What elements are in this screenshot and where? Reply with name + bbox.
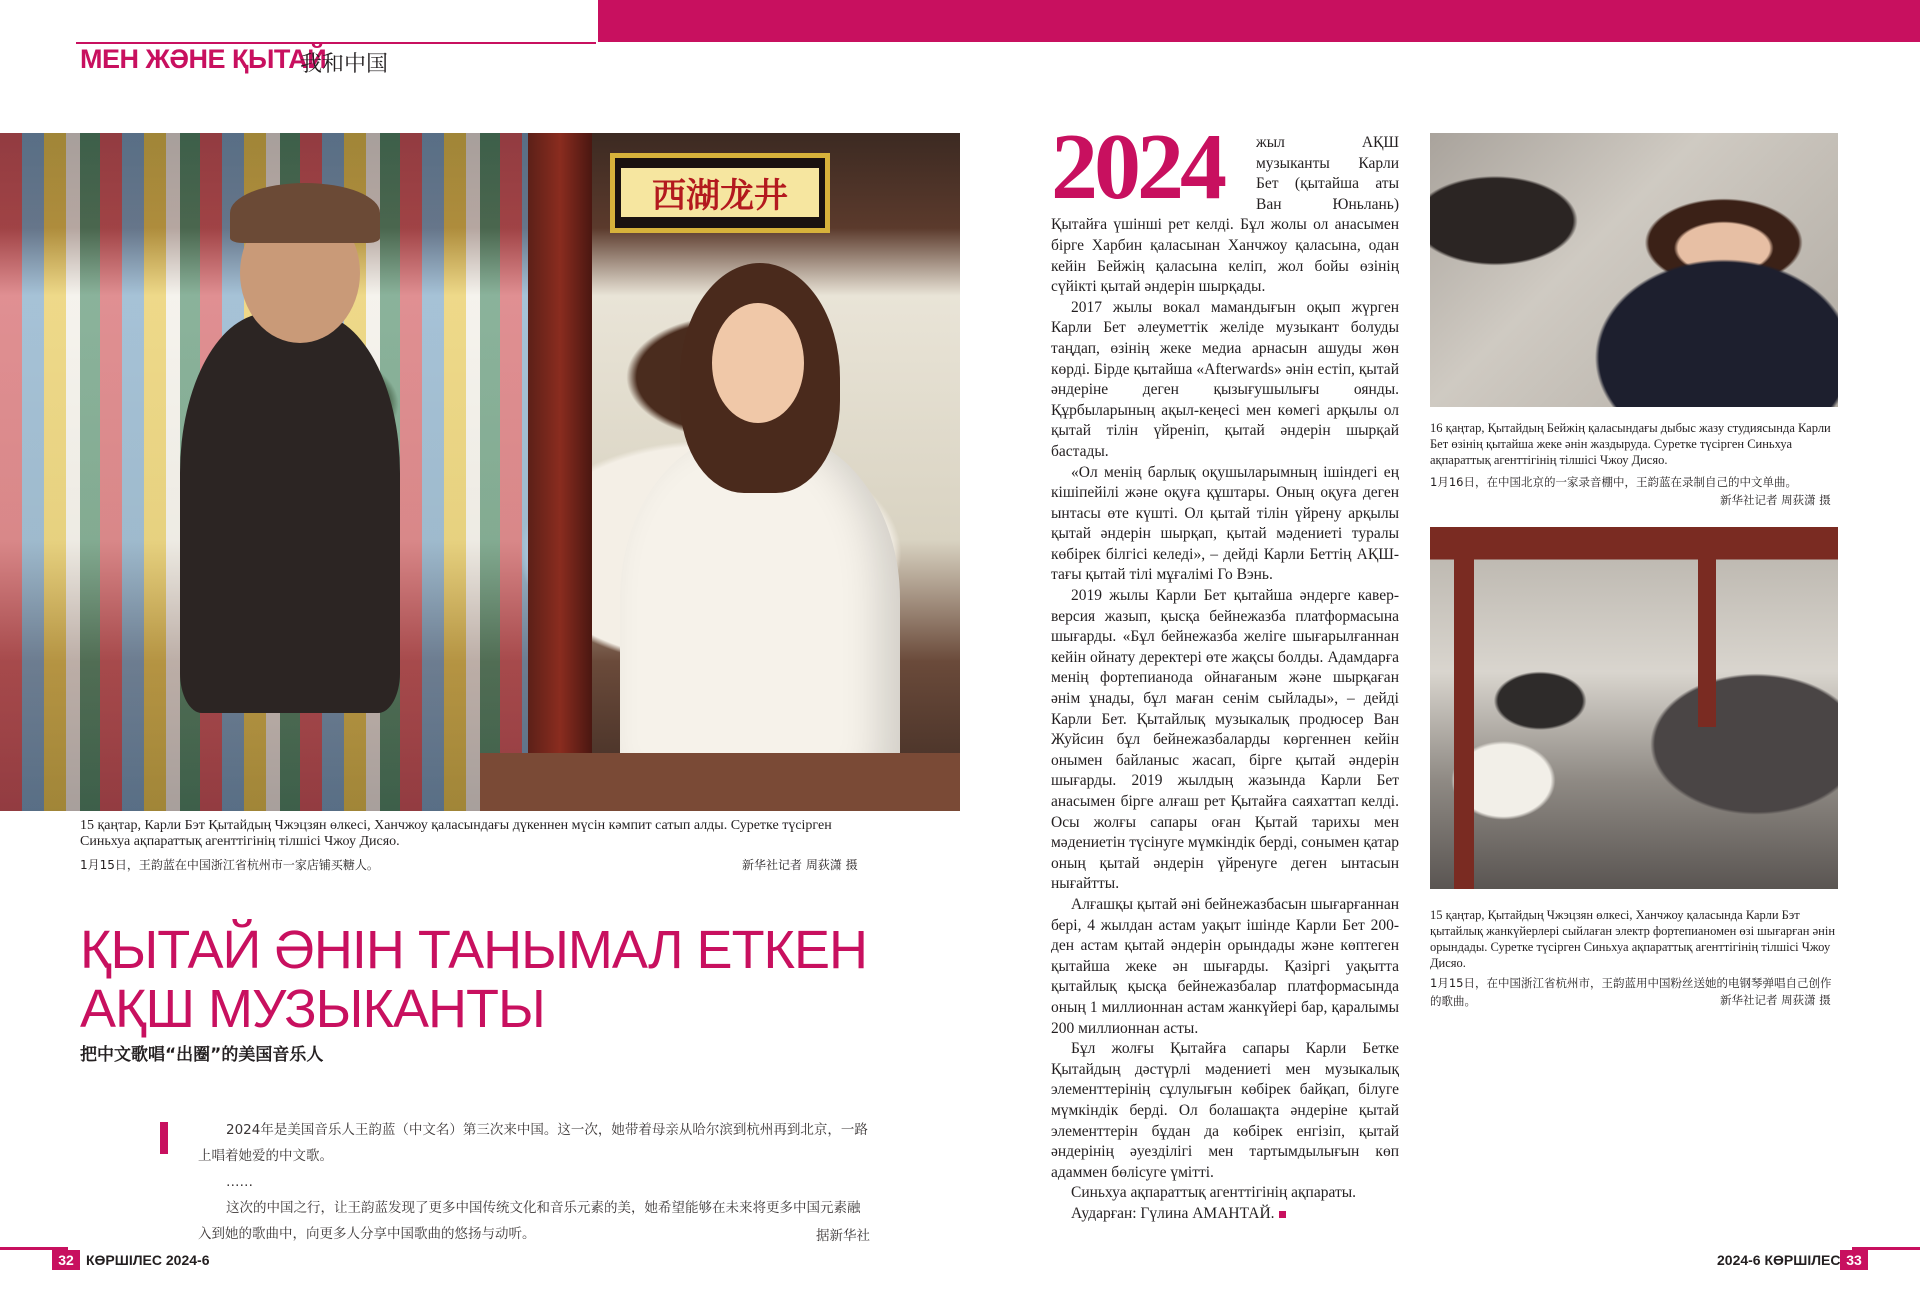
footer-label-right: 2024-6 КӨРШІЛЕС — [1717, 1252, 1841, 1268]
dropcap-year: 2024 — [1051, 115, 1223, 219]
article-p1: жыл АҚШ музыканты Карли Бет (қытайша аты Ван Юньлань) Қытайға үшінші рет келді. Бұл жолы ол анасымен бірге Харбин қаласынан Ханчжоу қаласына, одан кейін Бейжің қаласына келіп, жол бойы өзінің сүйікті қытай әндерін шырқады. — [1051, 134, 1399, 296]
top-accent-band — [598, 0, 1920, 42]
article-p8: Аударған: Гүлина АМАНТАЙ. — [1051, 1204, 1399, 1225]
main-photo-candy-shop — [0, 133, 960, 811]
studio-photo-caption: 16 қаңтар, Қытайдың Бейжің қаласындағы дыбыс жазу студиясында Карли Бет өзінің қытайша жеке әнін жаздыруда. Суретке түсірген Синьхуа ақпараттық агенттігінің тілшісі Чжоу Дисяо. — [1430, 421, 1831, 467]
article-subtitle-cn: 把中文歌唱“出圈”的美国音乐人 — [80, 1045, 324, 1065]
article-p3: «Ол менің барлық оқушыларымның ішіндегі ең кішіпейілі және оқуға құштары. Оның оқуға деген ынтасы өте күшті. Ол қытай тілін үйрену арқылы қытай әндерін шырқап, қытай мәдениеті туралы көбірек білгісі келеді», – дейді Карли Беттің АҚШ-тағы қытай тілі мұғалімі Го Вэнь. — [1051, 463, 1399, 584]
intro-cn-p2: …… — [226, 1174, 253, 1190]
pavilion-pillar-left — [1454, 547, 1474, 889]
studio-photo-credit: 新华社记者 周荻潇 摄 — [1720, 493, 1831, 507]
intro-cn-source: 据新华社 — [816, 1228, 870, 1244]
article-body — [1051, 133, 1399, 1224]
intro-cn-p3: 这次的中国之行，让王韵蓝发现了更多中国传统文化和音乐元素的美，她希望能够在未来将更多中国元素融入到她的歌曲中，向更多人分享中国歌曲的悠扬与动听。 — [198, 1200, 861, 1242]
page-number-left: 32 — [52, 1250, 80, 1270]
studio-photo-caption-cn: 1月16日，在中国北京的一家录音棚中，王韵蓝在录制自己的中文单曲。 — [1430, 475, 1797, 489]
performance-photo-caption-cn: 1月15日，在中国浙江省杭州市，王韵蓝用中国粉丝送她的电钢琴弹唱自己创作的歌曲。 — [1430, 976, 1832, 1008]
main-photo-credit: 新华社记者 周荻潇 摄 — [742, 858, 858, 872]
vendor-figure — [180, 313, 400, 713]
article-p7: Синьхуа ақпараттық агенттігінің ақпараты. — [1071, 1184, 1357, 1202]
performance-photo — [1430, 527, 1838, 889]
footer-label-left: КӨРШІЛЕС 2024-6 — [86, 1252, 210, 1268]
main-photo-caption-cn: 1月15日，王韵蓝在中国浙江省杭州市一家店铺买糖人。 — [80, 858, 379, 872]
page-number-right: 33 — [1840, 1250, 1868, 1270]
main-photo-caption: 15 қаңтар, Карли Бэт Қытайдың Чжэцзян өлкесі, Ханчжоу қаласындағы дүкеннен мүсін кәмпит сатып алды. Суретке түсірген Синьхуа ақпараттық агенттігінің тілшісі Чжоу Дисяо. — [80, 818, 832, 849]
intro-cn-p1: 2024年是美国音乐人王韵蓝（中文名）第三次来中国。这一次，她带着母亲从哈尔滨到杭州再到北京，一路上唱着她爱的中文歌。 — [198, 1122, 868, 1164]
studio-photo — [1430, 133, 1838, 407]
section-title-cn: 我和中国 — [300, 52, 389, 77]
shop-pillar — [528, 133, 592, 811]
article-p4: 2019 жылы Карли Бет қытайша әндерге кавер-версия жазып, қысқа бейнежазба платформасына шығарды. «Бұл бейнежазба желіге шығарылғаннан кейін ойнату деректері өте жақсы болды. Адамдарға менің фортепианода ойнағаным және шырқаған әнім ұнады, бұл маған сенім сыйлады», – дейді Карли Бет. Қытайлық музыкалық продюсер Ван Жуйсин бұл бейнежазбаларды көргеннен кейін онымен байланыс жасап, бірге қытай әндерін шығарды. 2019 жылдың жазында Карли Бет анасымен бірге алғаш рет Қытайға саяхаттап келді. Осы жолғы сапары оған Қытай тарихы мен мәдениетін түсінуге мүмкіндік берді, сонымен қатар оның қытай әндерін үйренуге деген ынтасын нығайтты. — [1051, 587, 1399, 893]
shop-counter — [480, 753, 960, 811]
article-p6: Бұл жолғы Қытайға сапары Карли Бетке Қытайдың дәстүрлі мәдениеті мен музыкалық элементтерінің сұлулығын көбірек байқап, білуге мүмкіндік берді. Ол болашақта әндеріне қытай элементтерін бұдан да көбірек енгізіп, қытай әндерінің әуезділігі мен тартымдылығын көп адаммен бөлісуге үмітті. — [1051, 1040, 1399, 1181]
shop-signboard — [610, 153, 830, 233]
article-headline: ҚЫТАЙ ӘНІН ТАНЫМАЛ ЕТКЕН АҚШ МУЗЫКАНТЫ — [80, 920, 868, 1039]
footer-rule-right — [1852, 1247, 1920, 1250]
pavilion-pillar-right — [1698, 547, 1716, 727]
shop-sign-text: 西湖龙井 — [621, 168, 819, 217]
musician-face — [712, 303, 804, 423]
end-mark — [1279, 1211, 1286, 1218]
section-title: МЕН ЖӘНЕ ҚЫТАЙ — [80, 44, 327, 74]
intro-cn — [198, 1117, 870, 1247]
vendor-cap — [230, 183, 380, 243]
performance-photo-caption: 15 қаңтар, Қытайдың Чжэцзян өлкесі, Ханчжоу қаласында Карли Бэт қытайлық жанкүйерлері сыйлаған электр фортепианомен өзі шығарған әнін орындады. Суретке түсірген Синьхуа ақпараттық агенттігінің тілшісі Чжоу Дисяо. — [1430, 908, 1836, 970]
article-p5: Алғашқы қытай әні бейнежазбасын шығарғаннан бері, 4 жылдан астам уақыт ішінде Карли Бет 200-ден астам қытай әндерін орындады және көптеген қытайша жеке ән шығарды. Қазіргі уақытта қытайлық қысқа бейнежазбалар платформасында оның 1 миллионнан астам жанкүйері бар, қаралымы 200 миллионнан асты. — [1051, 895, 1399, 1037]
intro-marker — [160, 1122, 168, 1154]
performance-photo-credit: 新华社记者 周荻潇 摄 — [1720, 993, 1831, 1007]
article-p2: 2017 жылы вокал мамандығын оқып жүрген Карли Бет әлеуметтік желіде музыкант болуды таңдап, өзінің жеке медиа арнасын ашуды жөн көрді. Бірде қытайша «Afterwards» әнін естіп, қытай әндеріне деген қызығушылығы оянды. Құрбыларының ақыл-кеңесі мен көмегі арқылы ол қытай тілін үйреніп, қытай әндерін шырқай бастады. — [1051, 298, 1399, 460]
